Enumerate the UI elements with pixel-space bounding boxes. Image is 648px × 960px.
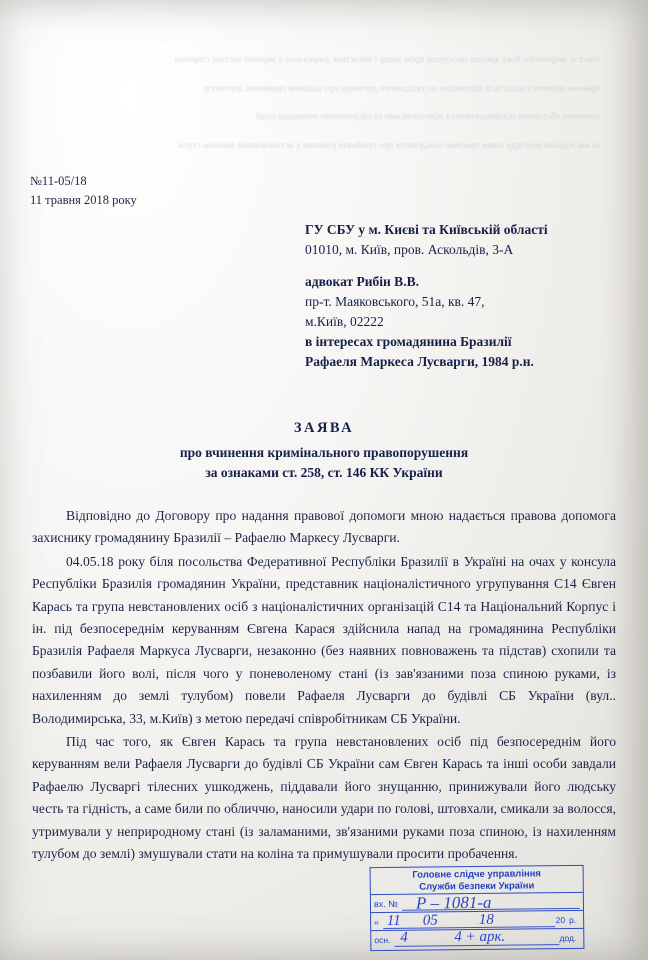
stamp-incoming-label: вх. № (373, 898, 398, 909)
reference-block (30, 172, 137, 210)
stamp-date-month: 05 (422, 911, 438, 929)
bleed-line-1: текст зі зворотного боку аркуша проступає крізь папір і читається дзеркально у верхній частині сторінки (174, 55, 600, 65)
addressee-block (305, 220, 625, 372)
applicant-address-line-1: пр-т. Маяковського, 51а, кв. 47, (305, 294, 485, 309)
spacer-1 (305, 260, 625, 272)
stamp-year-prefix: 20 (555, 914, 566, 925)
on-behalf-of: в інтересах громадянина Бразилії (305, 334, 512, 349)
client-name: Рафаеля Маркеса Лусварги, 1984 р.н. (305, 354, 534, 369)
stamp-date-day: 11 (386, 912, 401, 929)
document-body (32, 505, 616, 867)
reference-number: №11-05/18 (30, 174, 87, 188)
stamp-year-suffix: р. (568, 914, 577, 925)
bleed-line-4: за наслідками розгляду заяви просимо повідомити про прийняте рішення у встановлений законом строк (177, 140, 600, 151)
body-paragraph-3: Під час того, як Євген Карась та група невстановлених осіб під безпосереднім його керуванням вели Рафаеля Лусварги до будівлі СБ України сам Євген Карась та інші особи завдали Рафаелю Лусваргі тілесних ушкоджень, піддавали його знущанню, принижували його людську честь та гідність, а саме били по обличчю, наносили удари по голові, штовхали, смикали за волосся, утримували у неприродному стані (із заламаними, зв'язаними руками поза спиною, із нахиленням тулубом до землі) змушували стати на коліна та примушували просити пробачення. (32, 734, 616, 862)
stamp-date-year: 18 (478, 911, 494, 928)
stamp-incoming-line (402, 892, 580, 913)
page-title: ЗАЯВА (293, 420, 355, 436)
registration-stamp (370, 865, 585, 951)
applicant-address-line-2: м.Київ, 02222 (305, 314, 384, 329)
stamp-incoming-value: Р – 1081-а (415, 892, 492, 913)
bleed-line-2: правова допомога надається відповідно до укладеного договору про надання правничої допомоги (204, 83, 600, 94)
stamp-date-quote-open: « (374, 916, 379, 927)
stamp-pages-row (371, 929, 583, 948)
stamp-date-line (383, 913, 556, 929)
stamp-header-line-1: Головне слідче управління (412, 868, 542, 881)
document-title-block (0, 420, 648, 483)
bleed-line-3: зазначені обставини підтверджуються відеозаписами та свідченнями очевидців події (256, 112, 600, 122)
addressee-address: 01010, м. Київ, пров. Аскольдів, 3-А (305, 242, 514, 257)
addressee-organization: ГУ СБУ у м. Києві та Київській області (305, 222, 548, 237)
stamp-header (371, 866, 583, 894)
stamp-header-line-2: Служби безпеки України (419, 879, 535, 893)
stamp-main-value: 4 (400, 929, 408, 946)
stamp-attachment-label: дод. (559, 932, 577, 943)
stamp-main-label: осн. (374, 934, 391, 945)
stamp-attachment-value: 4 + арк. (454, 928, 506, 945)
title-subtitle-line-1: про вчинення кримінального правопорушення (179, 445, 469, 460)
body-paragraph-1: Відповідно до Договору про надання правової допомоги мною надається правова допомога захиснику громадянину Бразилії – Рафаелю Маркесу Лусварги. (32, 508, 616, 546)
stamp-pages-line (394, 928, 559, 947)
reference-date: 11 травня 2018 року (30, 193, 137, 207)
body-paragraph-2: 04.05.18 року біля посольства Федеративної Республіки Бразилії в Україні на очах у консула Республіки Бразилія громадянин України, представник націоналістичного угрупування С14 Євген Карась та група невстановлених осіб з націоналістичних організацій С14 та Національний Корпус і ін. під безпосереднім керуванням Євгена Карася здійснила напад на громадянина Республіки Бразилія Рафаеля Маркуса Лусварги, незаконно (без наявних повноважень та підстав) схопили та позбавили його волі, після чого у поневоленому стані (із зав'язаними поза спиною руками, із нахиленням до землі тулубом) повели Рафаеля Лусварги до будівлі СБ України (вул.. Володимирська, 33, м.Київ) з метою передачі співробітникам СБ України. (32, 553, 616, 726)
applicant-lawyer: адвокат Рибін В.В. (305, 274, 419, 289)
title-subtitle-line-2: за ознаками ст. 258, ст. 146 КК України (205, 465, 443, 480)
